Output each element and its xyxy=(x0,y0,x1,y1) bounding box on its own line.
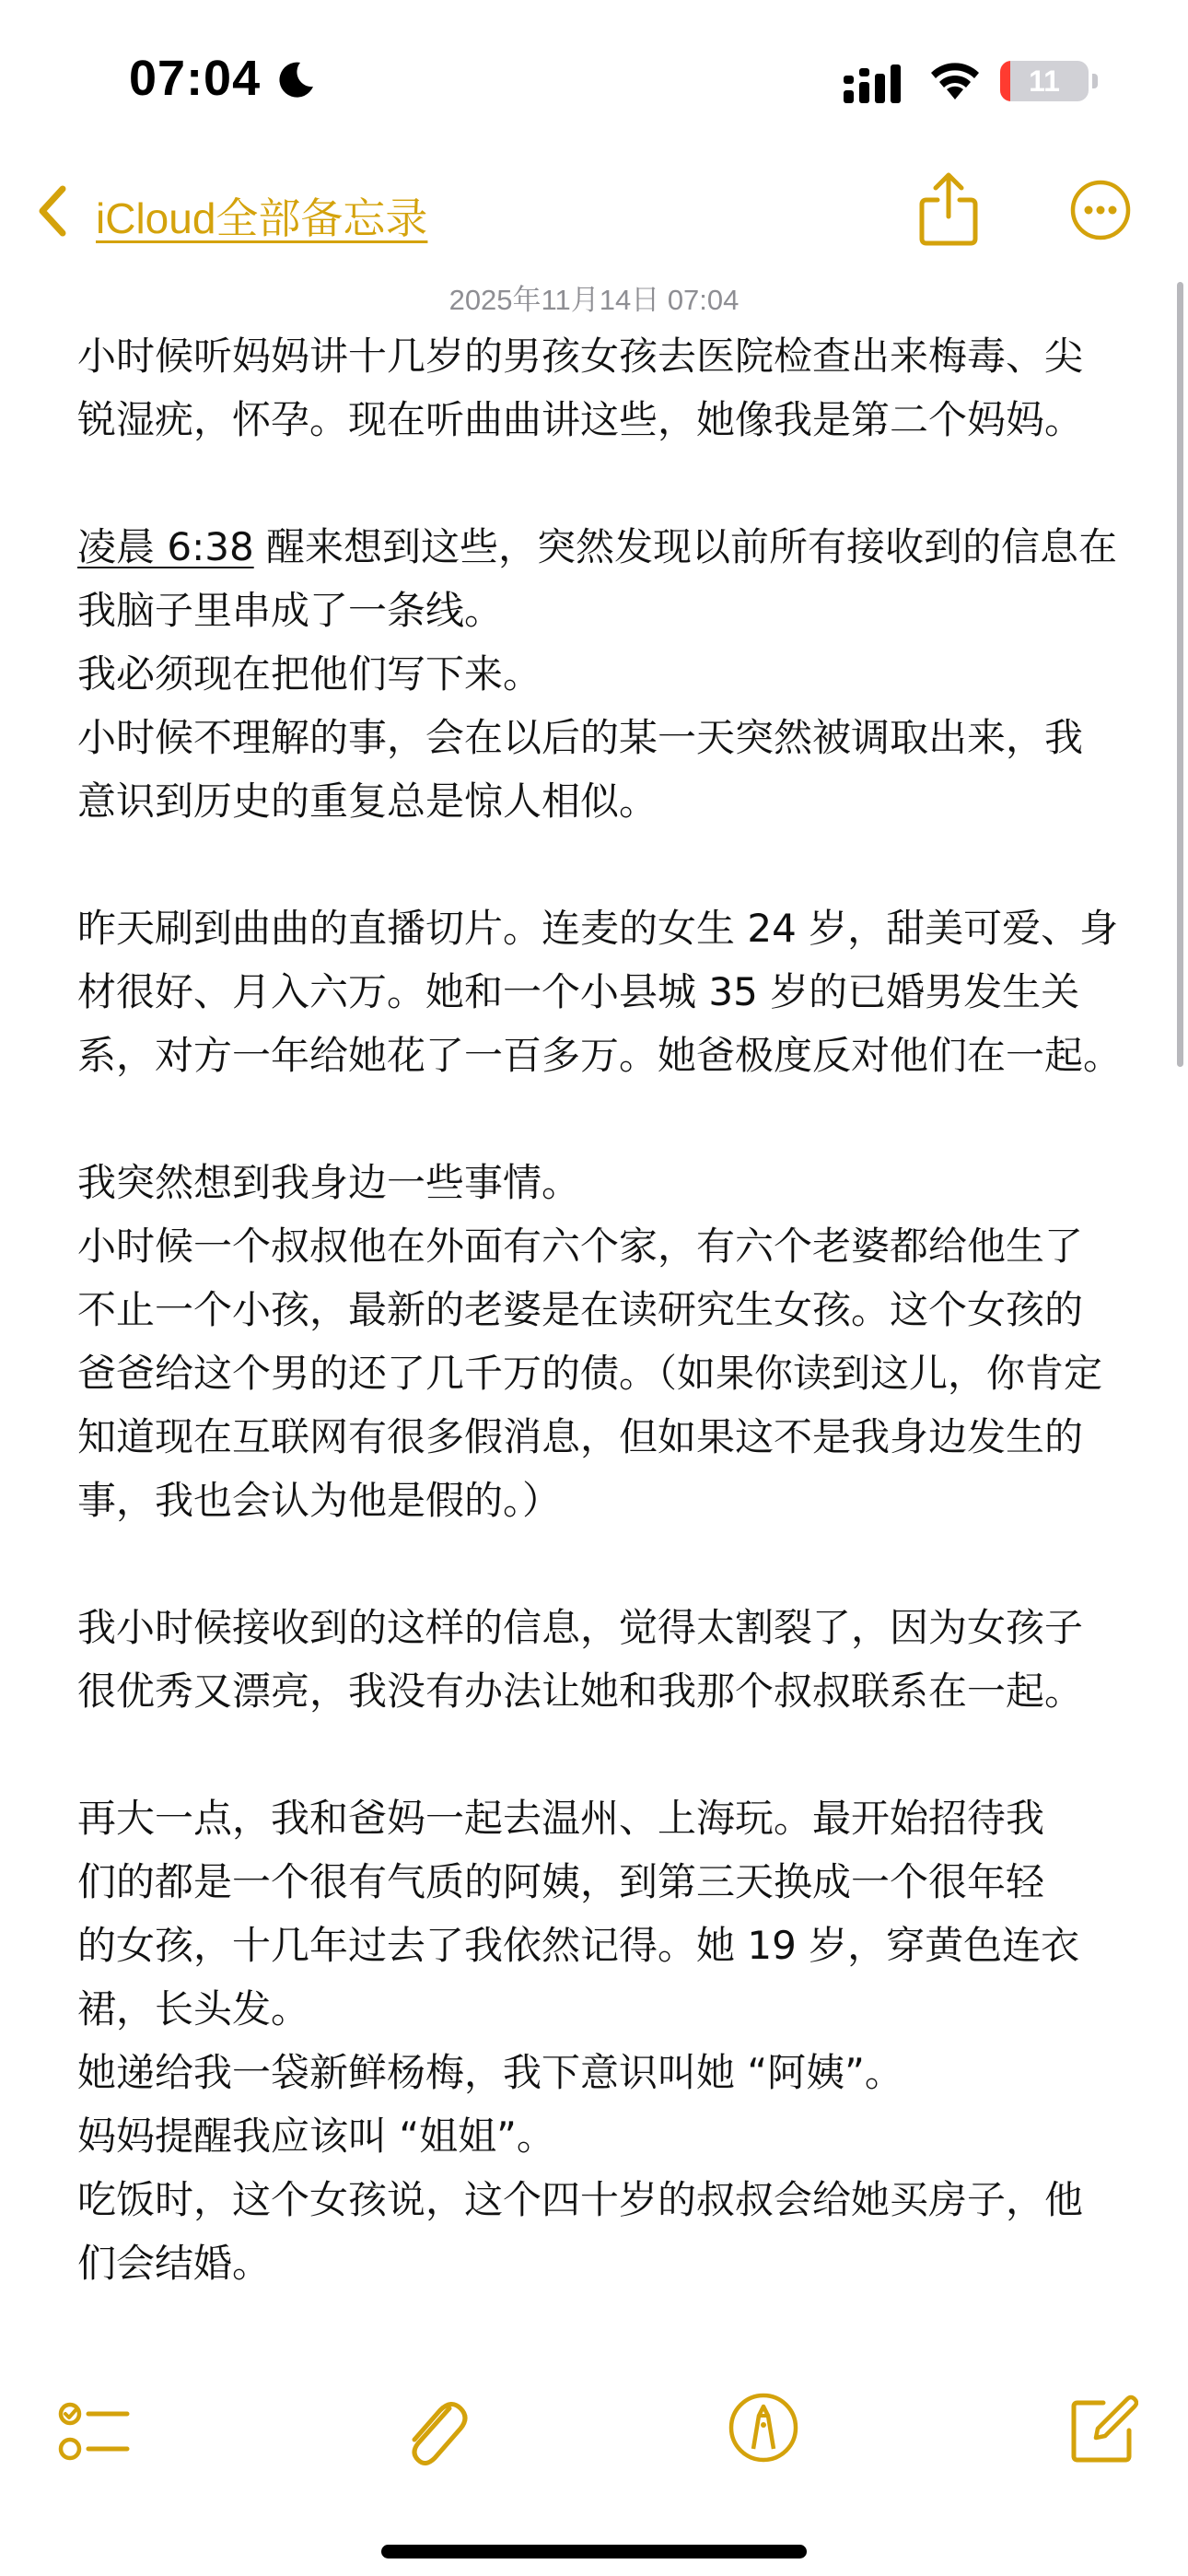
note-line: 她递给我一袋新鲜杨梅，我下意识叫她 “阿姨”。 xyxy=(77,2050,903,2095)
note-line: 们的都是一个很有气质的阿姨，到第三天换成一个很年轻 xyxy=(77,1859,1045,1904)
note-blank-line xyxy=(77,1723,1118,1786)
note-line: 再大一点，我和爸妈一起去温州、上海玩。最开始招待我 xyxy=(77,1796,1045,1841)
note-line: 妈妈提醒我应该叫 “姐姐”。 xyxy=(77,2113,555,2159)
note-line: 系，对方一年给她花了一百多万。她爸极度反对他们在一起。 xyxy=(77,1033,1123,1078)
note-line: 小时候一个叔叔他在外面有六个家，有六个老婆都给他生了 xyxy=(77,1224,1084,1269)
note-line: 很优秀又漂亮，我没有办法让她和我那个叔叔联系在一起。 xyxy=(77,1669,1084,1714)
note-line: 意识到历史的重复总是惊人相似。 xyxy=(77,779,658,824)
share-icon[interactable] xyxy=(917,170,980,248)
note-line: 吃饭时，这个女孩说，这个四十岁的叔叔会给她买房子，他 xyxy=(77,2177,1084,2222)
note-blank-line xyxy=(77,1532,1118,1596)
note-line: 事，我也会认为他是假的。） xyxy=(77,1478,562,1523)
home-indicator[interactable] xyxy=(381,2545,807,2558)
paperclip-icon[interactable] xyxy=(398,2392,472,2473)
note-line: 我突然想到我身边一些事情。 xyxy=(77,1160,581,1205)
markup-pen-icon[interactable] xyxy=(728,2392,799,2464)
checklist-icon[interactable] xyxy=(57,2395,131,2469)
status-time: 07:04 xyxy=(129,51,262,106)
back-to-all-notes-link[interactable]: iCloud全部备忘录 xyxy=(96,194,428,242)
cellular-signal-icon xyxy=(844,64,903,103)
note-body[interactable] xyxy=(77,324,1123,2295)
note-line-text: 醒来想到这些，突然发现以前所有接收到的信息在 xyxy=(253,524,1118,569)
battery-cap xyxy=(1092,74,1098,88)
battery-indicator xyxy=(1000,61,1089,101)
note-blank-line xyxy=(77,451,1118,515)
note-line: 爸爸给这个男的还了几千万的债。（如果你读到这儿，你肯定 xyxy=(77,1351,1103,1396)
note-line: 小时候不理解的事，会在以后的某一天突然被调取出来，我 xyxy=(77,715,1084,760)
more-icon[interactable] xyxy=(1070,180,1131,240)
nav-bar xyxy=(0,161,1188,272)
note-line: 们会结婚。 xyxy=(77,2241,272,2286)
compose-icon[interactable] xyxy=(1068,2390,1138,2464)
back-chevron-icon[interactable] xyxy=(35,183,68,239)
note-blank-line xyxy=(77,833,1118,896)
note-line: 我脑子里串成了一条线。 xyxy=(77,588,504,633)
scroll-indicator[interactable] xyxy=(1177,282,1183,1067)
battery-level: 11 xyxy=(1029,64,1060,98)
wifi-icon xyxy=(928,59,982,101)
note-date: 2025年11月14日 07:04 xyxy=(448,284,740,316)
note-line: 裙，长头发。 xyxy=(77,1986,310,2032)
note-line: 我小时候接收到的这样的信息，觉得太割裂了，因为女孩子 xyxy=(77,1605,1084,1650)
timestamp-link[interactable]: 凌晨 6:38 xyxy=(77,524,254,569)
status-bar xyxy=(0,0,1188,161)
bottom-toolbar xyxy=(0,2377,1188,2488)
note-line: 知道现在互联网有很多假消息，但如果这不是我身边发生的 xyxy=(77,1414,1084,1459)
note-line xyxy=(77,515,1118,579)
moon-icon xyxy=(274,59,317,101)
note-line: 不止一个小孩，最新的老婆是在读研究生女孩。这个女孩的 xyxy=(77,1287,1084,1332)
note-line: 材很好、月入六万。她和一个小县城 35 岁的已婚男发生关 xyxy=(77,969,1080,1014)
note-line: 的女孩，十几年过去了我依然记得。她 19 岁，穿黄色连衣 xyxy=(77,1923,1080,1968)
note-line: 锐湿疣，怀孕。现在听曲曲讲这些，她像我是第二个妈妈。 xyxy=(77,397,1084,442)
note-line: 我必须现在把他们写下来。 xyxy=(77,651,542,697)
note-line: 昨天刷到曲曲的直播切片。连麦的女生 24 岁，甜美可爱、身 xyxy=(77,906,1119,951)
note-line: 小时候听妈妈讲十几岁的男孩女孩去医院检查出来梅毒、尖 xyxy=(77,334,1084,379)
note-blank-line xyxy=(77,1087,1118,1151)
